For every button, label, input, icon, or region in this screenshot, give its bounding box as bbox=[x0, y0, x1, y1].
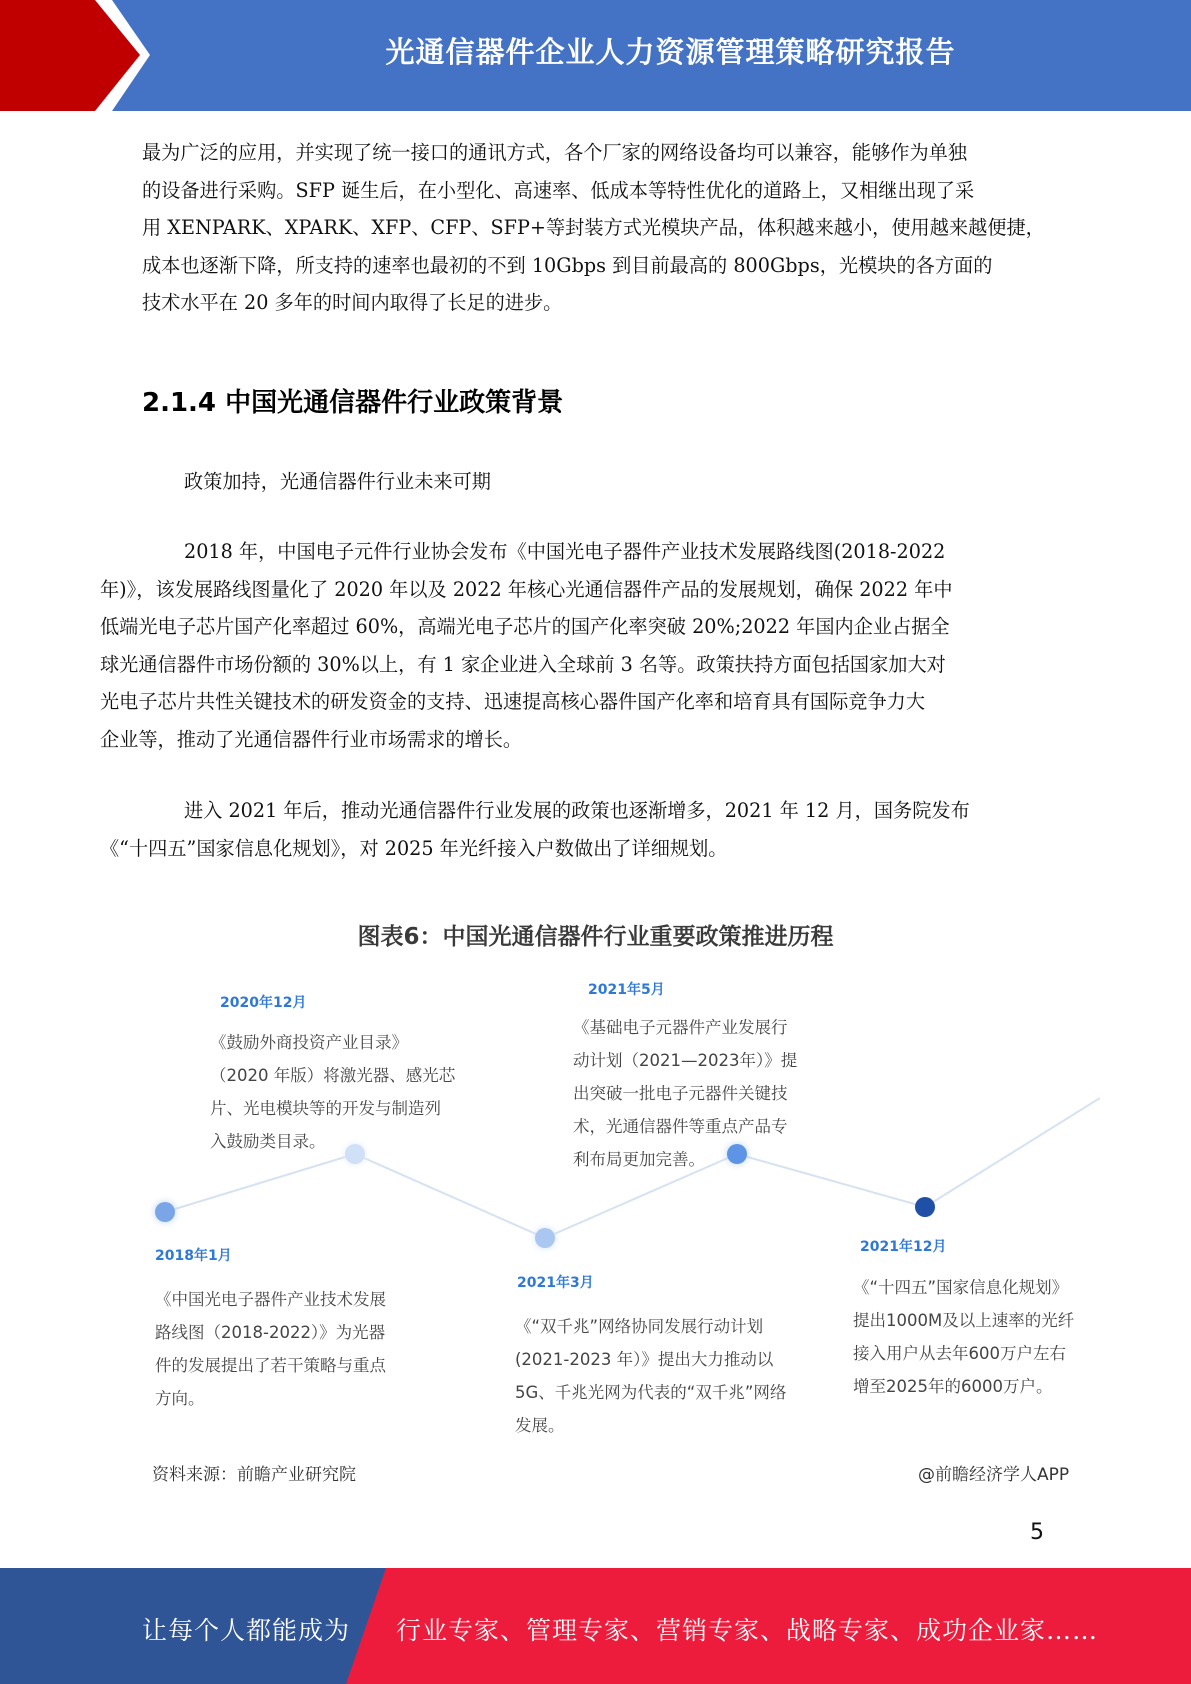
text-line: 企业等，推动了光通信器件行业市场需求的增长。 bbox=[100, 727, 523, 751]
desc-line: 《“十四五”国家信息化规划》 bbox=[853, 1278, 1069, 1297]
text-line: 低端光电子芯片国产化率超过 60%，高端光电子芯片的国产化率突破 20%;2022 年国内企业占据全 bbox=[100, 615, 950, 638]
desc-line: 术，光通信器件等重点产品专 bbox=[573, 1117, 788, 1136]
event-date: 2021年12月 bbox=[860, 1239, 947, 1255]
text-line: 进入 2021 年后，推动光通信器件行业发展的政策也逐渐增多，2021 年 12 月，国务院发布 bbox=[184, 799, 970, 822]
desc-line: 发展。 bbox=[515, 1416, 565, 1435]
desc-line: 出突破一批电子元器件关键技 bbox=[573, 1084, 788, 1103]
text-line: 光电子芯片共性关键技术的研发资金的支持、迅速提高核心器件国产化率和培育具有国际竞争力大 bbox=[100, 690, 926, 713]
desc-line: 片、光电模块等的开发与制造列 bbox=[210, 1099, 441, 1118]
desc-line: 入鼓励类目录。 bbox=[210, 1132, 326, 1151]
event-description bbox=[573, 1011, 797, 1176]
event-date: 2021年3月 bbox=[517, 1275, 594, 1291]
text-line: 《“十四五”国家信息化规划》，对 2025 年光纤接入户数做出了详细规划。 bbox=[100, 836, 728, 860]
figure-source: 资料来源：前瞻产业研究院 bbox=[152, 1465, 356, 1485]
section-heading: 2.1.4 中国光通信器件行业政策背景 bbox=[142, 388, 564, 418]
desc-line: （2020 年版）将激光器、感光芯 bbox=[210, 1066, 456, 1085]
desc-line: 5G、千兆光网为代表的“双千兆”网络 bbox=[515, 1383, 787, 1402]
subheading: 政策加持，光通信器件行业未来可期 bbox=[184, 470, 491, 493]
policy-2021-paragraph bbox=[100, 792, 1052, 867]
event-date: 2018年1月 bbox=[155, 1248, 232, 1264]
footer-slogan-left: 让每个人都能成为 bbox=[142, 1616, 351, 1645]
header-title: 光通信器件企业人力资源管理策略研究报告 bbox=[385, 35, 956, 69]
text-line: 成本也逐渐下降，所支持的速率也最初的不到 10Gbps 到目前最高的 800Gbps，光模块的各方面的 bbox=[142, 253, 993, 277]
timeline-dot bbox=[535, 1228, 555, 1248]
desc-line: 《鼓励外商投资产业目录》 bbox=[210, 1033, 408, 1052]
event-description bbox=[155, 1283, 386, 1415]
policy-timeline bbox=[130, 960, 1100, 1460]
desc-line: (2021-2023 年）》提出大力推动以 bbox=[515, 1350, 774, 1369]
desc-line: 动计划（2021—2023年）》提 bbox=[573, 1051, 798, 1070]
text-line: 用 XENPARK、XPARK、XFP、CFP、SFP+等封装方式光模块产品，体积越来越小，使用越来越便捷， bbox=[142, 216, 1045, 239]
desc-line: 增至2025年的6000万户。 bbox=[853, 1377, 1053, 1396]
desc-line: 利布局更加完善。 bbox=[573, 1150, 705, 1169]
event-date: 2021年5月 bbox=[588, 982, 665, 998]
desc-line: 件的发展提出了若干策略与重点 bbox=[155, 1356, 386, 1375]
footer-slogan-right: 行业专家、管理专家、营销专家、战略专家、成功企业家…… bbox=[396, 1616, 1099, 1645]
text-line: 球光通信器件市场份额的 30%以上，有 1 家企业进入全球前 3 名等。政策扶持方面包括国家加大对 bbox=[100, 652, 946, 676]
text-line: 最为广泛的应用，并实现了统一接口的通讯方式，各个厂家的网络设备均可以兼容，能够作为单独 bbox=[142, 141, 968, 164]
event-description bbox=[515, 1310, 786, 1442]
text-line: 年)》，该发展路线图量化了 2020 年以及 2022 年核心光通信器件产品的发展规划，确保 2022 年中 bbox=[100, 577, 953, 601]
desc-line: 《中国光电子器件产业技术发展 bbox=[155, 1290, 386, 1309]
timeline-dot bbox=[155, 1202, 175, 1222]
desc-line: 接入用户从去年600万户左右 bbox=[853, 1344, 1066, 1363]
event-description bbox=[210, 1026, 455, 1158]
policy-paragraph bbox=[100, 533, 1052, 758]
text-line: 的设备进行采购。SFP 诞生后，在小型化、高速率、低成本等特性优化的道路上，又相继出现了采 bbox=[142, 178, 975, 202]
page-header bbox=[0, 0, 1191, 111]
text-line: 技术水平在 20 多年的时间内取得了长足的进步。 bbox=[142, 291, 563, 314]
figure-title: 图表6：中国光通信器件行业重要政策推进历程 bbox=[357, 924, 834, 950]
desc-line: 路线图（2018-2022）》为光器 bbox=[155, 1323, 386, 1342]
timeline-dot bbox=[915, 1197, 935, 1217]
event-description bbox=[853, 1271, 1074, 1403]
header-red-chevron bbox=[0, 0, 150, 111]
text-line: 2018 年，中国电子元件行业协会发布《中国光电子器件产业技术发展路线图(2018-2022 bbox=[184, 540, 946, 563]
page-number: 5 bbox=[1030, 1520, 1044, 1545]
figure-credit: @前瞻经济学人APP bbox=[918, 1465, 1070, 1485]
desc-line: 方向。 bbox=[155, 1389, 205, 1408]
intro-paragraph bbox=[142, 134, 1052, 322]
desc-line: 提出1000M及以上速率的光纤 bbox=[853, 1311, 1075, 1330]
desc-line: 《基础电子元器件产业发展行 bbox=[573, 1018, 788, 1037]
event-date: 2020年12月 bbox=[220, 995, 307, 1011]
desc-line: 《“双千兆”网络协同发展行动计划 bbox=[515, 1317, 764, 1336]
